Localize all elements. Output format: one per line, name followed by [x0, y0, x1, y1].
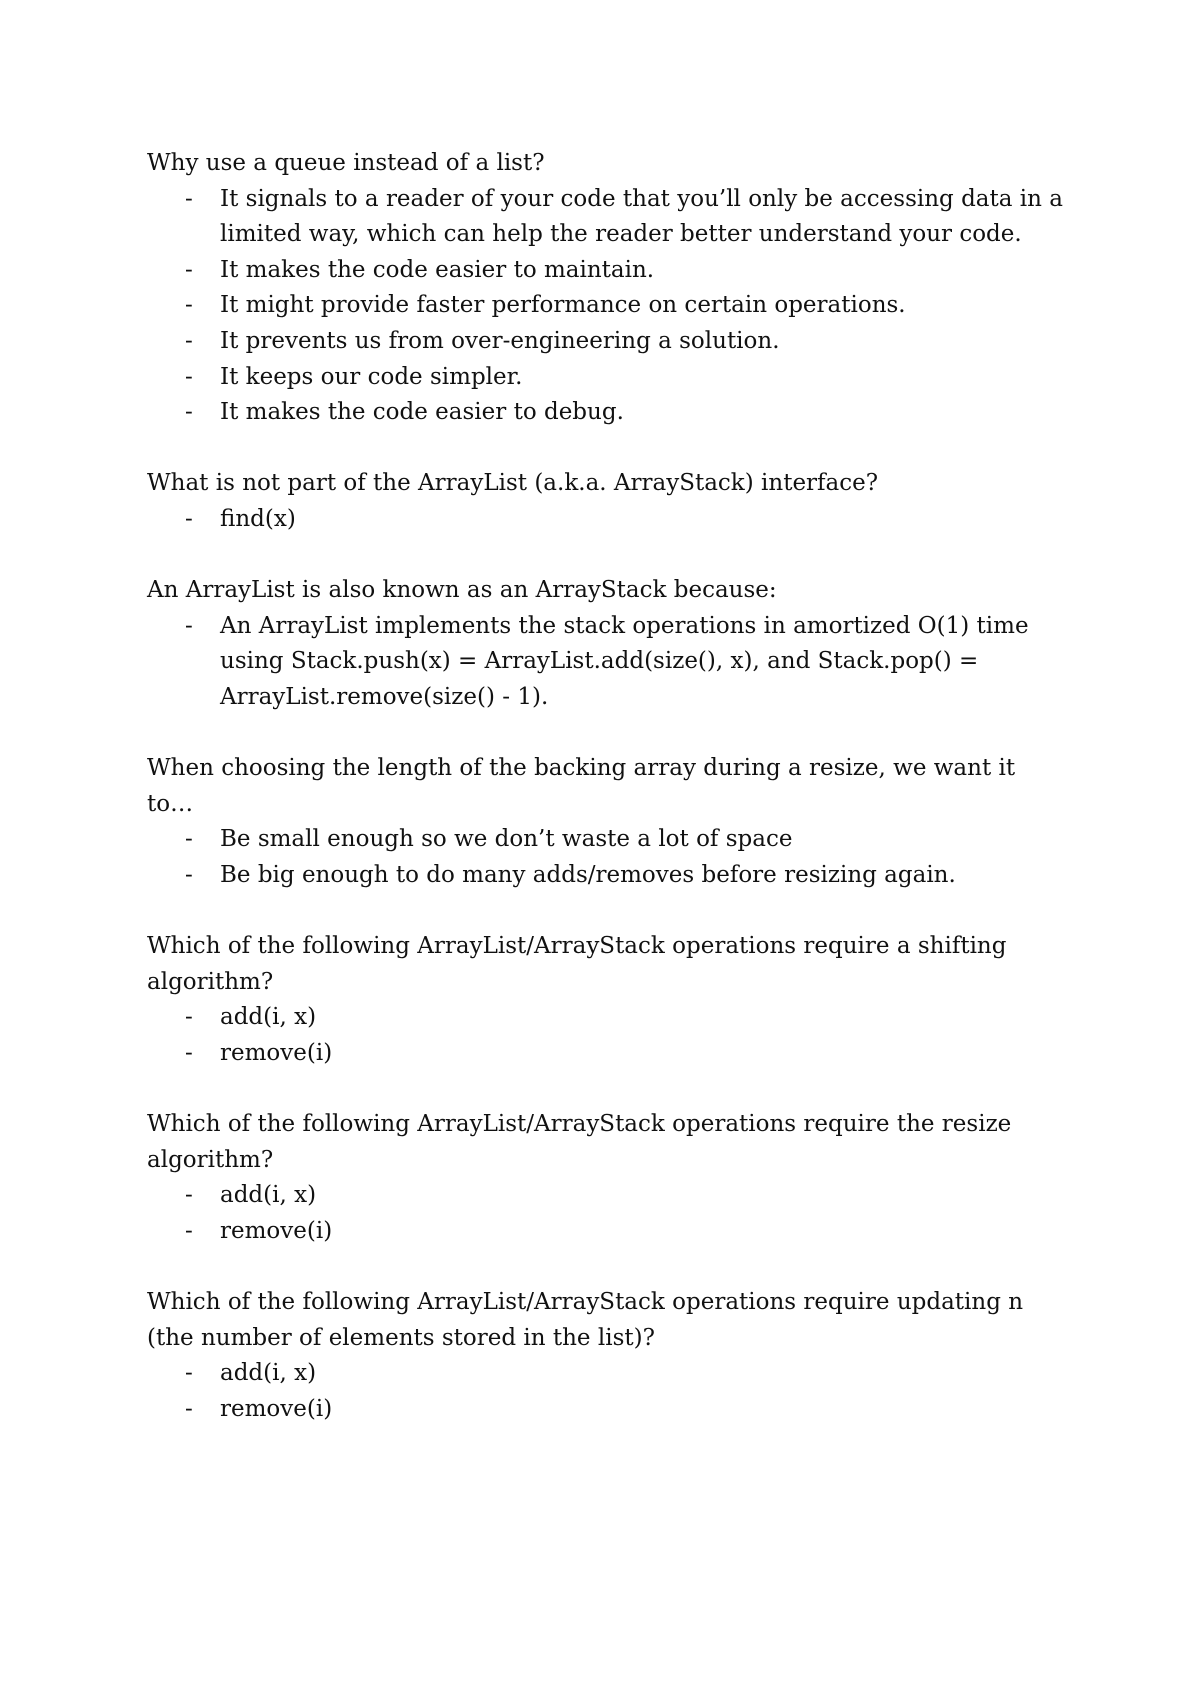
answer-text: find(x) [220, 505, 296, 532]
dash-bullet: - [185, 256, 193, 283]
answer-text: An ArrayList implements the stack operations in amortized O(1) time using Stack.push(x) = ArrayList.add(size(), x), and Stack.pop() = ArrayList.remove(size() - 1). [220, 612, 1029, 710]
answer-list [147, 1000, 1067, 1071]
answer-item [147, 288, 1067, 324]
answer-text: add(i, x) [220, 1182, 317, 1209]
dash-bullet: - [185, 505, 193, 532]
answer-item [147, 822, 1067, 858]
dash-bullet: - [185, 327, 193, 354]
answer-text: Be big enough to do many adds/removes before resizing again. [220, 861, 956, 888]
answer-item [147, 609, 1067, 716]
answer-text: It signals to a reader of your code that you’ll only be accessing data in a limited way, which can help the reader better understand your code. [220, 185, 1063, 248]
answer-item [147, 1392, 1067, 1428]
answer-item [147, 1036, 1067, 1072]
answer-item [147, 360, 1067, 396]
question-block [147, 466, 1067, 537]
answer-text: Be small enough so we don’t waste a lot of space [220, 826, 793, 853]
dash-bullet: - [185, 1217, 193, 1244]
question-text: An ArrayList is also known as an ArrayStack because: [147, 577, 777, 604]
question-text: Which of the following ArrayList/ArrayStack operations require the resize algorithm? [147, 1111, 1012, 1173]
question-block [147, 1107, 1067, 1249]
answer-item [147, 1356, 1067, 1392]
answer-list [147, 609, 1067, 716]
answer-text: It makes the code easier to debug. [220, 399, 624, 426]
answer-item [147, 502, 1067, 538]
dash-bullet: - [185, 363, 193, 390]
dash-bullet: - [185, 185, 193, 212]
question-text: Why use a queue instead of a list? [147, 150, 545, 176]
answer-item [147, 253, 1067, 289]
answer-item [147, 1000, 1067, 1036]
answer-list [147, 1356, 1067, 1427]
dash-bullet: - [185, 1182, 193, 1209]
answer-text: remove(i) [220, 1395, 333, 1422]
dash-bullet: - [185, 612, 193, 639]
answer-list [147, 502, 1067, 538]
dash-bullet: - [185, 861, 193, 888]
question-text: When choosing the length of the backing array during a resize, we want it to… [147, 755, 1016, 817]
answer-list [147, 822, 1067, 893]
dash-bullet: - [185, 1039, 193, 1066]
question-block [147, 929, 1067, 1071]
answer-item [147, 858, 1067, 894]
question-text: Which of the following ArrayList/ArrayStack operations require a shifting algorithm? [147, 933, 1007, 995]
answer-text: It keeps our code simpler. [220, 363, 523, 390]
dash-bullet: - [185, 399, 193, 426]
question-block [147, 1285, 1067, 1427]
answer-list [147, 182, 1067, 431]
answer-text: It prevents us from over-engineering a solution. [220, 327, 780, 354]
answer-list [147, 1178, 1067, 1249]
answer-item [147, 1178, 1067, 1214]
dash-bullet: - [185, 1395, 193, 1422]
answer-item [147, 324, 1067, 360]
question-block [147, 146, 1067, 431]
answer-item [147, 182, 1067, 253]
answer-text: It might provide faster performance on certain operations. [220, 292, 906, 319]
dash-bullet: - [185, 292, 193, 319]
dash-bullet: - [185, 826, 193, 853]
answer-item [147, 1214, 1067, 1250]
answer-text: add(i, x) [220, 1004, 317, 1031]
question-block [147, 751, 1067, 893]
answer-text: It makes the code easier to maintain. [220, 256, 655, 283]
question-text: Which of the following ArrayList/ArrayStack operations require updating n (the number of elements stored in the list)? [147, 1289, 1024, 1351]
dash-bullet: - [185, 1360, 193, 1387]
answer-text: add(i, x) [220, 1360, 317, 1387]
answer-text: remove(i) [220, 1217, 333, 1244]
question-block [147, 573, 1067, 715]
answer-text: remove(i) [220, 1039, 333, 1066]
answer-item [147, 395, 1067, 431]
document-body [147, 146, 1067, 1463]
question-text: What is not part of the ArrayList (a.k.a. ArrayStack) interface? [147, 470, 879, 497]
dash-bullet: - [185, 1004, 193, 1031]
